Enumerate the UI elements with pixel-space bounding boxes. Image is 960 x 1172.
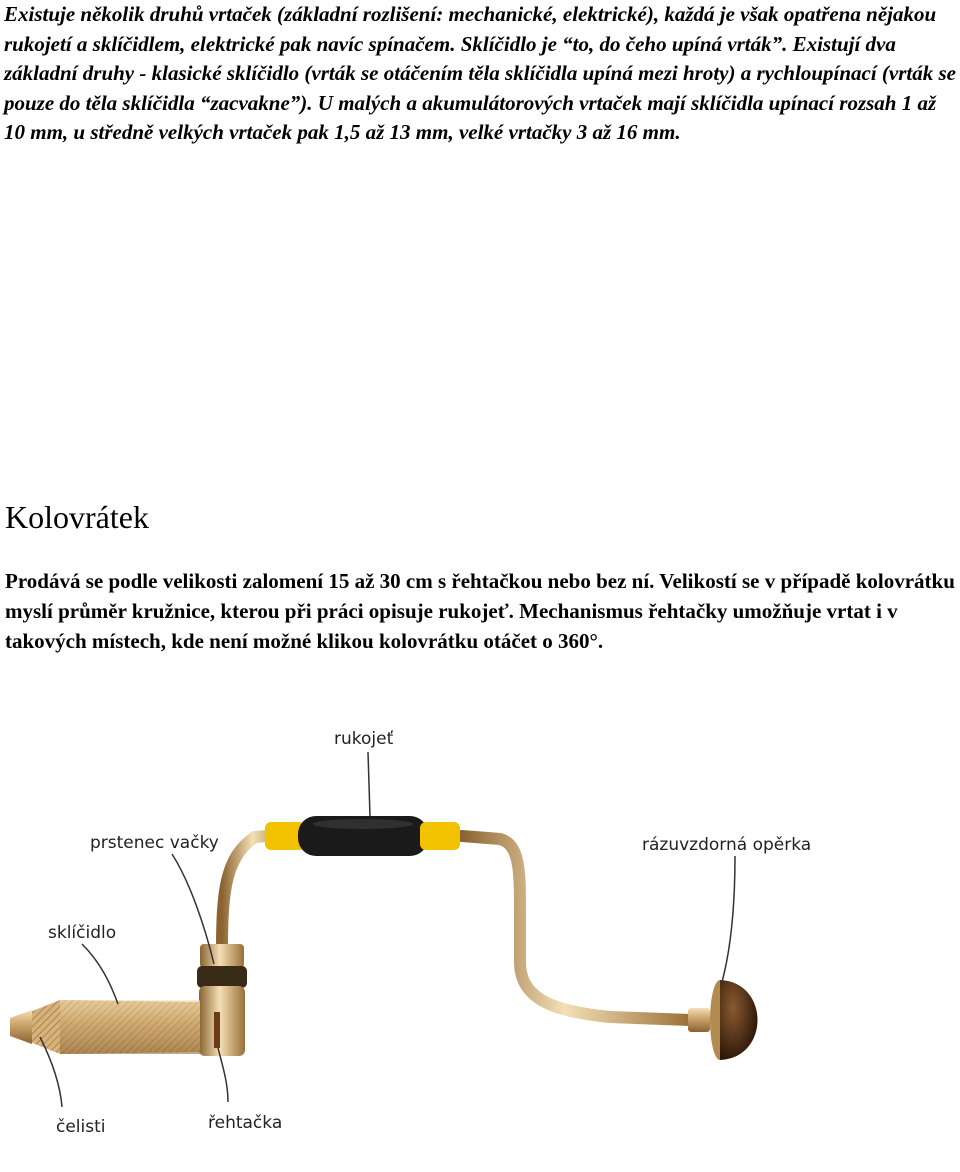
brace-drill-figure [0,712,960,1172]
label-cam-ring: prstenec vačky [90,833,219,853]
label-chuck: sklíčidlo [48,923,117,943]
label-handle: rukojeť [334,729,394,749]
brace-frame [222,834,690,1020]
label-thrust-pad: rázuvzdorná opěrka [642,835,812,855]
intro-paragraph: Existuje několik druhů vrtaček (základní rozlišení: mechanické, elektrické), každá je však opatřena nějakou rukojetí a sklíčidlem, elektrické pak navíc spínačem. Sklíčidlo je “to, do čeho upíná vrták”. Existují dva základní druhy - klasické sklíčidlo (vrták se otáčením těla sklíčidla upíná mezi hroty) a rychloupínací (vrták se pouze do těla sklíčidla “zacvakne”). U malých a akumulátorových vrtaček mají sklíčidla upínací rozsah 1 až 10 mm, u středně velkých vrtaček pak 1,5 až 13 mm, velké vrtačky 3 až 16 mm. [4,2,956,144]
label-ratchet: řehtačka [208,1113,283,1133]
thrust-pad [688,980,758,1060]
label-jaws: čelisti [56,1117,106,1137]
section-heading: Kolovrátek [5,499,149,535]
section-paragraph: Prodává se podle velikosti zalomení 15 až 30 cm s řehtačkou nebo bez ní. Velikostí se v případě kolovrátku myslí průměr kružnice, kterou při práci opisuje rukojeť. Mechanismus řehtačky umožňuje vrtat i v takových místech, kde není možné klikou kolovrátku otáčet o 360°. [5,569,955,653]
ratchet-assembly [197,944,247,1056]
handle [265,816,460,856]
chuck [10,1000,200,1054]
